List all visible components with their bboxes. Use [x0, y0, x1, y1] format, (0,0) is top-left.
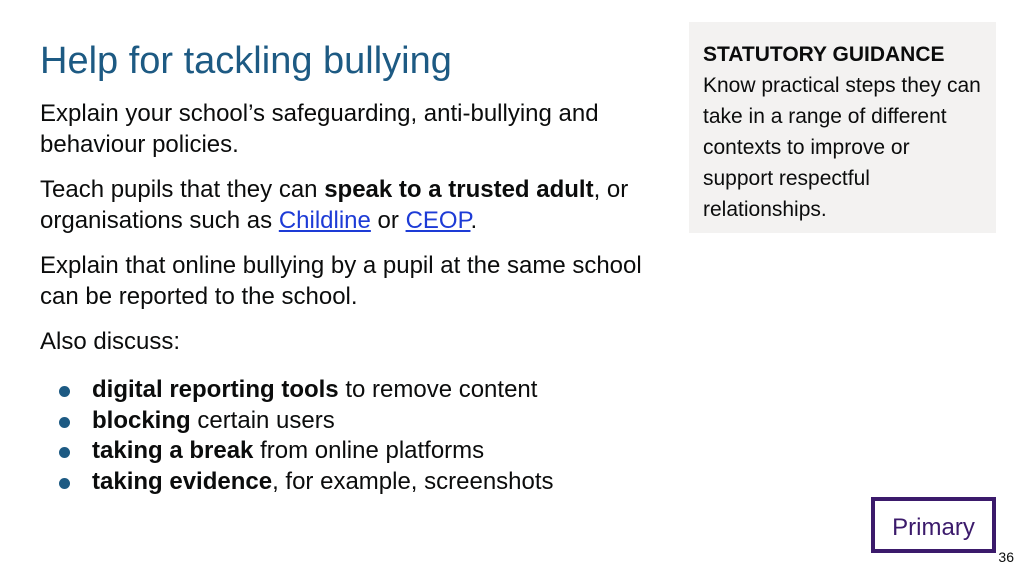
list-item-text: , for example, screenshots [272, 467, 554, 495]
guidance-text: Know practical steps they can take in a range of different contexts to improve or support respectful relationships. [703, 74, 981, 221]
slide-title: Help for tackling bullying [40, 40, 452, 82]
list-item-text: to remove content [338, 376, 538, 403]
discussion-list [40, 375, 680, 497]
list-item-emphasis: blocking [92, 406, 191, 434]
bullet-icon [59, 417, 70, 428]
bullet-icon [59, 478, 70, 489]
list-item-emphasis: taking a break [92, 437, 254, 464]
page-number: 36 [998, 549, 1014, 565]
para-text: Teach pupils that they can [40, 176, 325, 203]
ceop-link[interactable]: CEOP [405, 207, 471, 234]
list-item [40, 467, 680, 498]
bullet-icon [59, 447, 70, 458]
trusted-adult-paragraph [40, 174, 680, 236]
bullet-icon [59, 386, 70, 397]
guidance-heading: STATUTORY GUIDANCE [703, 43, 945, 66]
childline-link[interactable]: Childline [278, 207, 371, 234]
slide-body [40, 98, 680, 497]
list-item [40, 406, 680, 437]
policies-paragraph: Explain your school’s safeguarding, anti-bullying and behaviour policies. [40, 100, 599, 158]
also-discuss-paragraph: Also discuss: [40, 328, 181, 355]
primary-badge: Primary [871, 497, 996, 553]
list-item [40, 375, 680, 406]
list-item-emphasis: digital reporting tools [92, 376, 339, 403]
list-item-emphasis: taking evidence [92, 467, 273, 495]
list-item [40, 436, 680, 467]
statutory-guidance-box [689, 22, 996, 233]
para-text: . [470, 207, 478, 234]
list-item-text: from online platforms [253, 437, 485, 464]
para-text: or [370, 207, 406, 234]
list-item-text: certain users [190, 406, 335, 434]
reporting-paragraph: Explain that online bullying by a pupil at the same school can be reported to the school. [40, 252, 642, 310]
trusted-adult-emphasis: speak to a trusted adult [324, 176, 594, 203]
para-text: , or organisations such as [40, 176, 629, 234]
